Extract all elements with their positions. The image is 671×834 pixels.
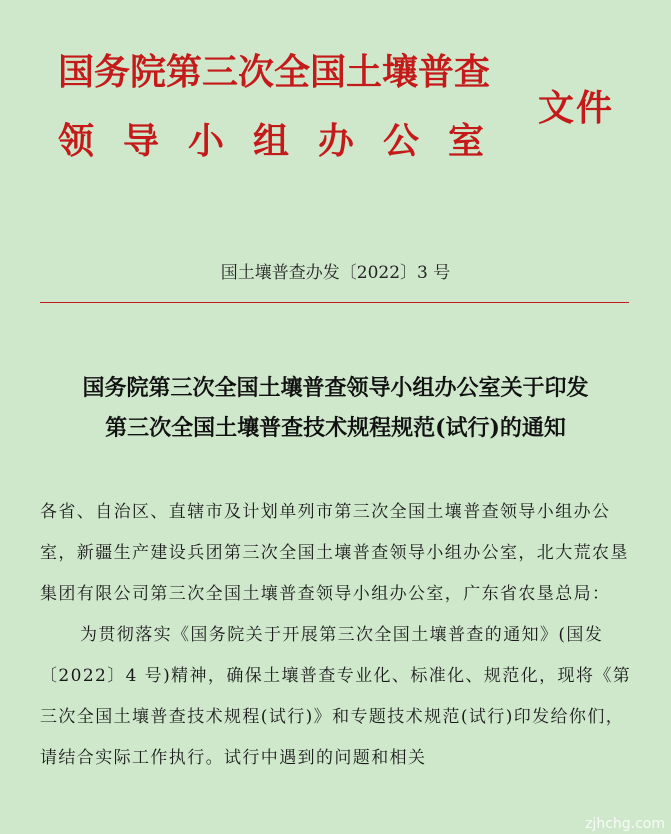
watermark: zjhchg.com — [585, 816, 665, 832]
recipients-paragraph: 各省、自治区、直辖市及计划单列市第三次全国土壤普查领导小组办公室，新疆生产建设兵团第三次全国土壤普查领导小组办公室，北大荒农垦集团有限公司第三次全国土壤普查领导小组办公室，广东省农垦总局： — [40, 502, 629, 604]
document-number: 国土壤普查办发〔2022〕3 号 — [220, 263, 451, 283]
document-title — [0, 368, 671, 448]
issuer-name-line2: 领导小组办公室 — [58, 120, 514, 162]
document-type-label: 文件 — [538, 87, 615, 129]
body-paragraph-1: 为贯彻落实《国务院关于开展第三次全国土壤普查的通知》(国发〔2022〕4 号)精神，确保土壤普查专业化、标准化、规范化，现将《第三次全国土壤普查技术规程(试行)》和专题技术规范(试行)印发给你们，请结合实际工作执行。试行中遇到的问题和相关 — [40, 625, 632, 768]
document-title-line2: 第三次全国土壤普查技术规程规范(试行)的通知 — [105, 415, 566, 441]
document-title-line1: 国务院第三次全国土壤普查领导小组办公室关于印发 — [82, 375, 589, 401]
document-body — [40, 492, 632, 779]
issuer-name-line1: 国务院第三次全国土壤普查 — [58, 51, 491, 93]
red-separator-line — [40, 302, 629, 303]
